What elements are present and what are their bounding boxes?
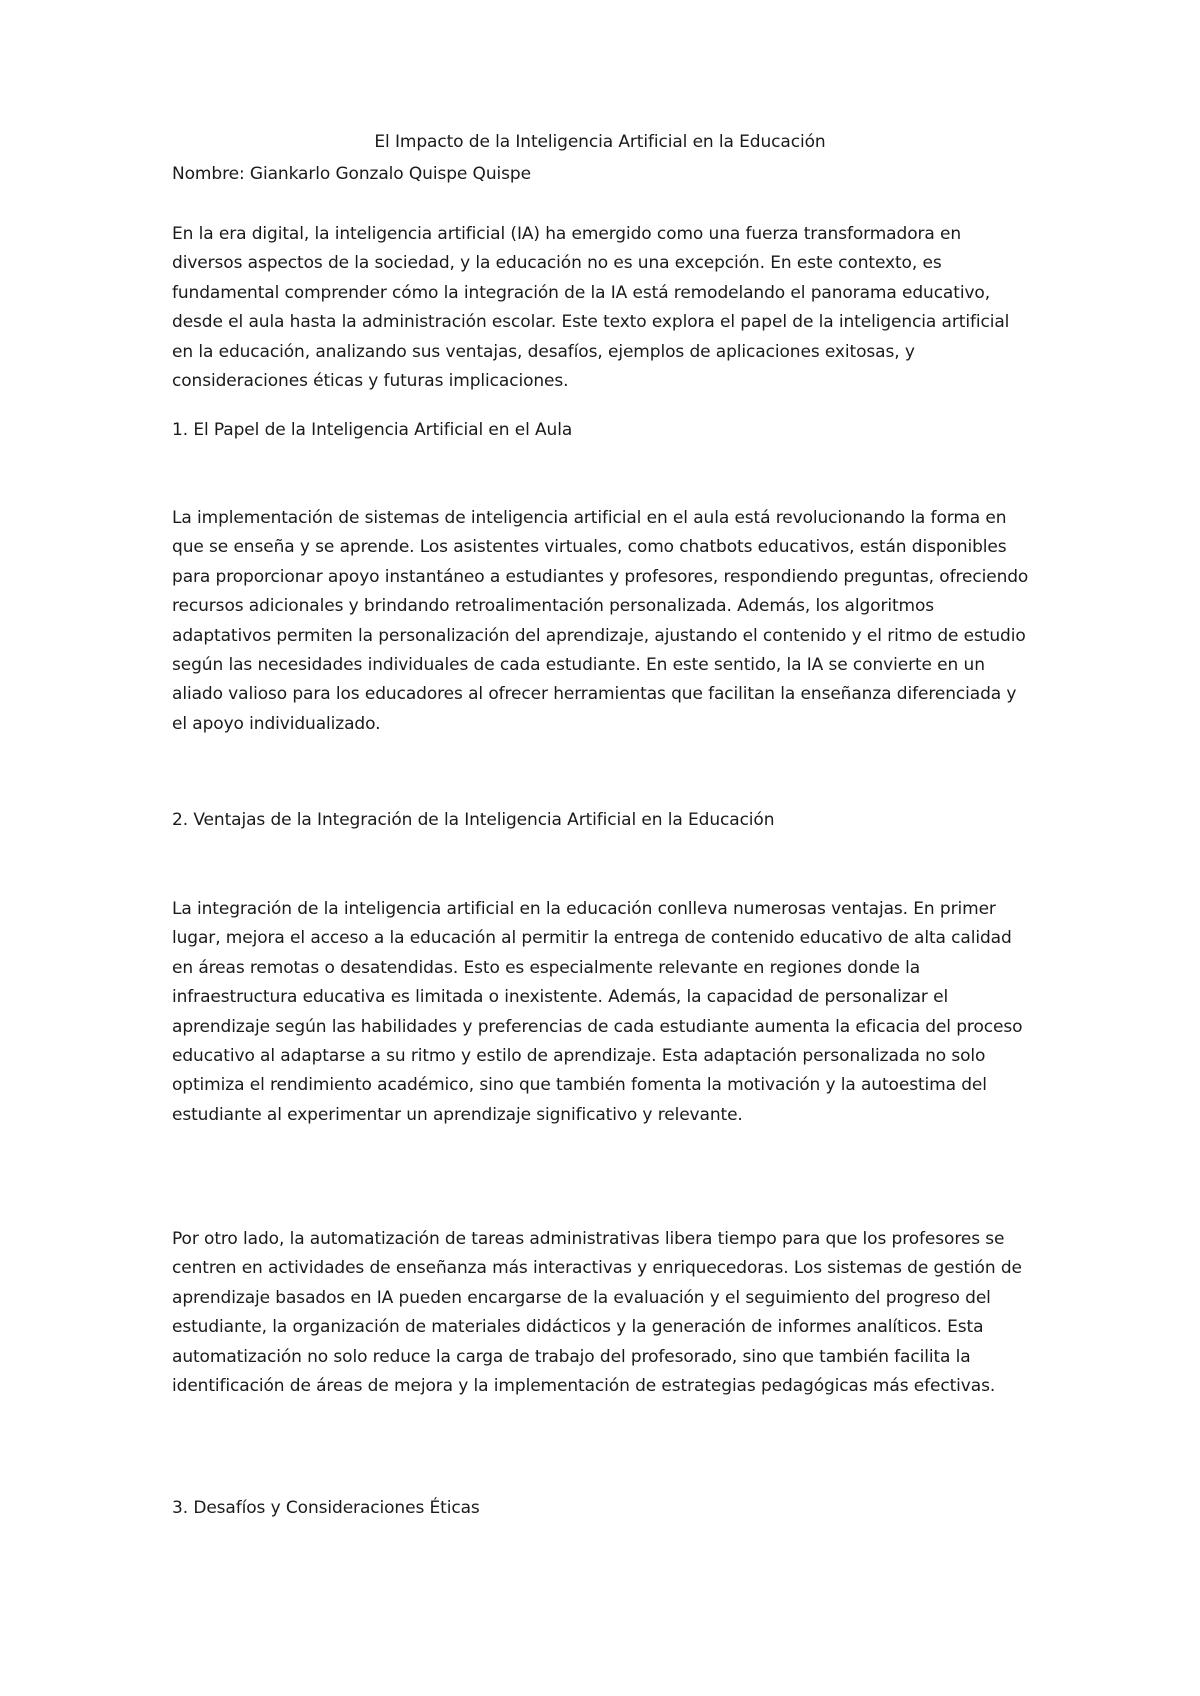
section-heading-1: 1. El Papel de la Inteligencia Artificial en el Aula	[172, 420, 573, 440]
author-line: Nombre: Giankarlo Gonzalo Quispe Quispe	[172, 164, 531, 184]
section-1-paragraph: La implementación de sistemas de inteligencia artificial en el aula está revolucionando la forma en que se enseña y se aprende. Los asistentes virtuales, como chatbots educativos, están disponibles para proporcionar apoyo instantáneo a estudiantes y profesores, respondiendo preguntas, ofreciendo recursos adicionales y brindando retroalimentación personalizada. Además, los algoritmos adaptativos permiten la personalización del aprendizaje, ajustando el contenido y el ritmo de estudio según las necesidades individuales de cada estudiante. En este sentido, la IA se convierte en un aliado valioso para los educadores al ofrecer herramientas que facilitan la enseñanza diferenciada y el apoyo individualizado.	[172, 508, 1029, 734]
section-2-paragraph-1: La integración de la inteligencia artificial en la educación conlleva numerosas ventajas. En primer lugar, mejora el acceso a la educación al permitir la entrega de contenido educativo de alta calidad en áreas remotas o desatendidas. Esto es especialmente relevante en regiones donde la infraestructura educativa es limitada o inexistente. Además, la capacidad de personalizar el aprendizaje según las habilidades y preferencias de cada estudiante aumenta la eficacia del proceso educativo al adaptarse a su ritmo y estilo de aprendizaje. Esta adaptación personalizada no solo optimiza el rendimiento académico, sino que también fomenta la motivación y la autoestima del estudiante al experimentar un aprendizaje significativo y relevante.	[172, 899, 1023, 1125]
section-heading-3: 3. Desafíos y Consideraciones Éticas	[172, 1498, 480, 1518]
page-title: El Impacto de la Inteligencia Artificial en la Educación	[374, 132, 826, 152]
intro-paragraph: En la era digital, la inteligencia artificial (IA) ha emergido como una fuerza transformadora en diversos aspectos de la sociedad, y la educación no es una excepción. En este contexto, es fundamental comprender cómo la integración de la IA está remodelando el panorama educativo, desde el aula hasta la administración escolar. Este texto explora el papel de la inteligencia artificial en la educación, analizando sus ventajas, desafíos, ejemplos de aplicaciones exitosas, y consideraciones éticas y futuras implicaciones.	[172, 224, 1010, 392]
section-heading-2: 2. Ventajas de la Integración de la Inteligencia Artificial en la Educación	[172, 810, 775, 830]
section-2-paragraph-2: Por otro lado, la automatización de tareas administrativas libera tiempo para que los profesores se centren en actividades de enseñanza más interactivas y enriquecedoras. Los sistemas de gestión de aprendizaje basados en IA pueden encargarse de la evaluación y el seguimiento del progreso del estudiante, la organización de materiales didácticos y la generación de informes analíticos. Esta automatización no solo reduce la carga de trabajo del profesorado, sino que también facilita la identificación de áreas de mejora y la implementación de estrategias pedagógicas más efectivas.	[172, 1229, 1022, 1397]
